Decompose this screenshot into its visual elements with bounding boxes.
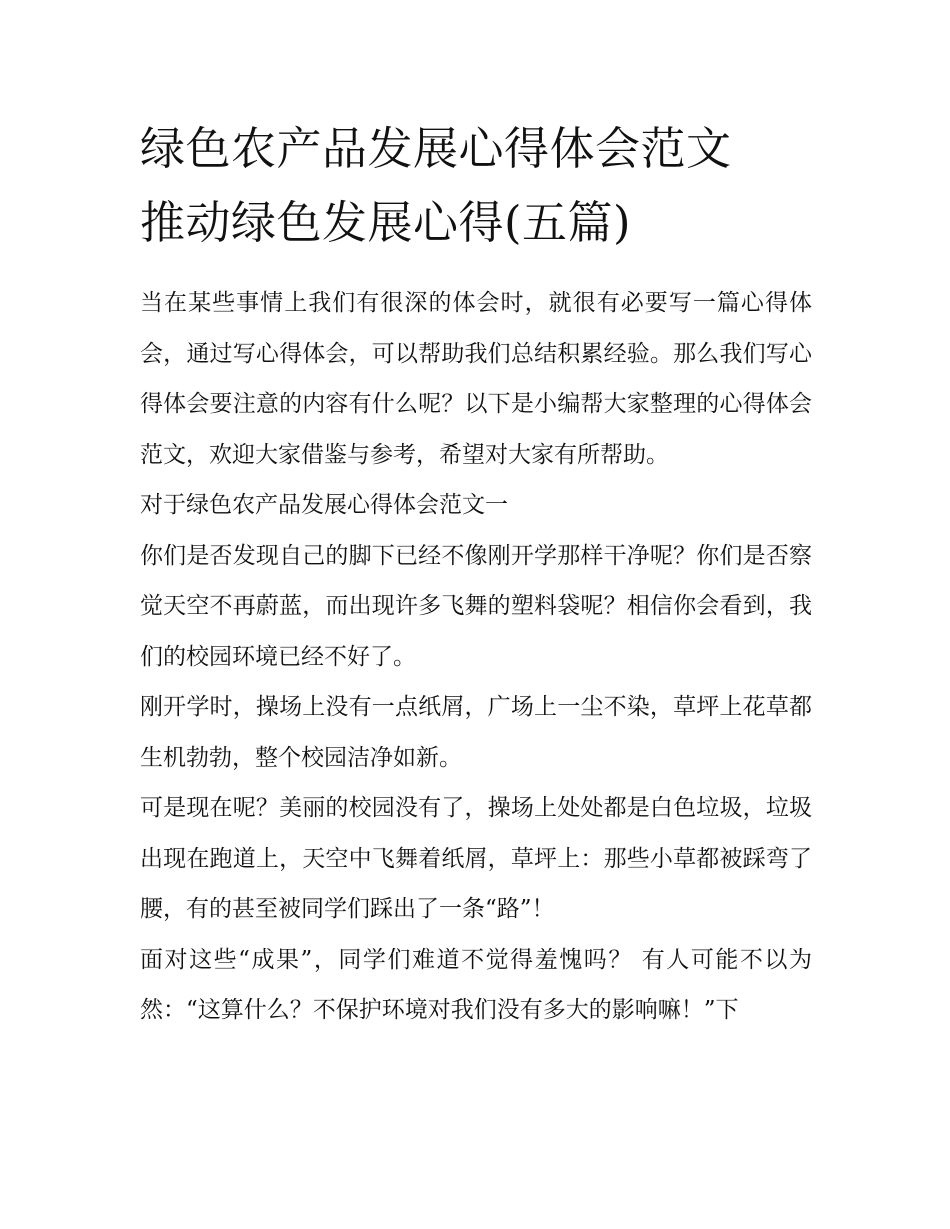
body-paragraph: 刚开学时，操场上没有一点纸屑，广场上一尘不染，草坪上花草都生机勃勃，整个校园洁净如新。 bbox=[140, 694, 812, 771]
document-body bbox=[140, 112, 812, 1036]
title-line-2: 推动绿色发展心得(五篇) bbox=[140, 196, 632, 249]
body-paragraph: 面对这些“成果”，同学们难道不觉得羞愧吗？ 有人可能不以为然：“这算什么？不保护环境对我们没有多大的影响嘛！”下 bbox=[140, 946, 812, 1023]
body-paragraph: 可是现在呢？美丽的校园没有了，操场上处处都是白色垃圾，垃圾出现在跑道上，天空中飞舞着纸屑，草坪上：那些小草都被踩弯了腰，有的甚至被同学们踩出了一条“路”！ bbox=[140, 795, 812, 922]
section-heading: 对于绿色农产品发展心得体会范文一 bbox=[140, 492, 508, 518]
body-paragraph: 你们是否发现自己的脚下已经不像刚开学那样干净呢？你们是否察觉天空不再蔚蓝，而出现许多飞舞的塑料袋呢？相信你会看到，我们的校园环境已经不好了。 bbox=[140, 542, 812, 670]
intro-paragraph: 当在某些事情上我们有很深的体会时，就很有必要写一篇心得体会，通过写心得体会，可以帮助我们总结积累经验。那么我们写心得体会要注意的内容有什么呢？以下是小编帮大家整理的心得体会范文，欢迎大家借鉴与参考，希望对大家有所帮助。 bbox=[140, 290, 812, 468]
document-title bbox=[140, 112, 812, 260]
title-line-1: 绿色农产品发展心得体会范文 bbox=[140, 122, 732, 175]
